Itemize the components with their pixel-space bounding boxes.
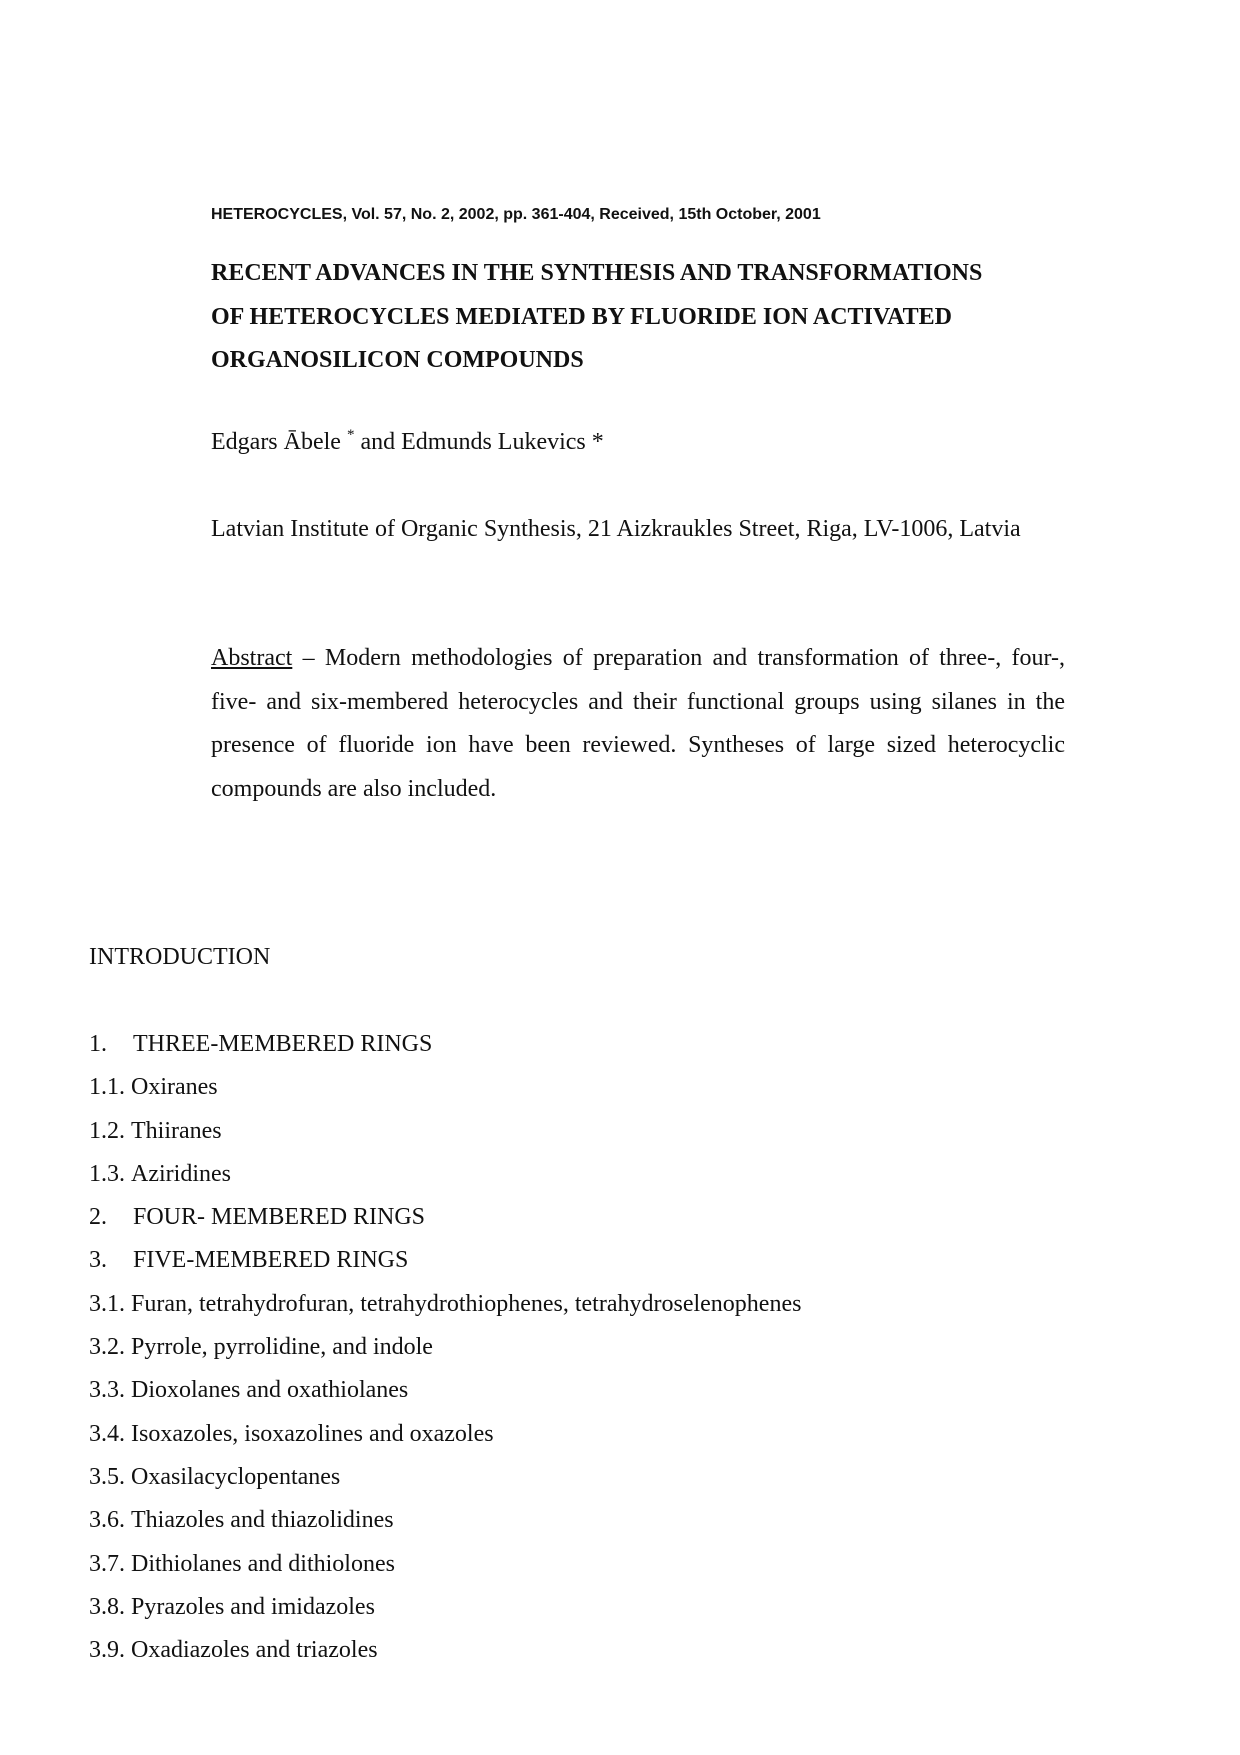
author-name: Edgars Ābele [211,429,341,455]
toc-entry-label: Oxadiazoles and triazoles [131,1637,378,1664]
affiliation: Latvian Institute of Organic Synthesis, 21 Aizkraukles Street, Riga, LV-1006, Latvia [211,516,1021,542]
title-line: OF HETEROCYCLES MEDIATED BY FLUORIDE ION ACTIVATED [211,303,953,330]
toc-entry [89,1026,801,1069]
abstract [211,637,1065,811]
toc-entry-number: 3.4. [89,1420,125,1447]
toc-entry [89,1286,801,1329]
toc-entry-label: Pyrrole, pyrrolidine, and indole [131,1334,433,1361]
journal-citation: HETEROCYCLES, Vol. 57, No. 2, 2002, pp. 361-404, Received, 15th October, 2001 [211,206,821,223]
author-connector: and [354,429,402,455]
toc-entry-label: Oxasilacyclopentanes [131,1463,341,1490]
title-line: RECENT ADVANCES IN THE SYNTHESIS AND TRANSFORMATIONS [211,260,983,286]
toc-entry [89,1589,801,1632]
toc-entry [89,1502,801,1545]
toc-entry-number: 3.2. [89,1334,125,1361]
toc-entry-label: Aziridines [131,1160,231,1187]
author-name: Edmunds Lukevics * [401,429,604,455]
article-title [211,252,1071,383]
toc-entry-number: 1.3. [89,1160,125,1187]
toc-entry-number: 3.9. [89,1637,125,1664]
toc-entry [89,1156,801,1199]
toc-entry-number: 1.2. [89,1117,125,1144]
table-of-contents [89,1026,801,1675]
toc-entry [89,1113,801,1156]
toc-entry-label: Furan, tetrahydrofuran, tetrahydrothiophenes, tetrahydroselenophenes [131,1290,802,1317]
toc-entry-label: Isoxazoles, isoxazolines and oxazoles [131,1420,494,1447]
toc-entry-label: FOUR- MEMBERED RINGS [133,1204,426,1231]
toc-entry-label: Thiazoles and thiazolidines [131,1507,394,1534]
toc-entry-label: Dioxolanes and oxathiolanes [131,1377,409,1404]
toc-entry-label: FIVE-MEMBERED RINGS [133,1247,409,1274]
toc-entry [89,1546,801,1589]
toc-entry [89,1199,801,1242]
toc-entry [89,1632,801,1675]
toc-entry-label: Dithiolanes and dithiolones [131,1550,395,1577]
introduction-heading: INTRODUCTION [89,944,271,970]
toc-entry-number: 2. [89,1204,107,1231]
toc-entry-number: 3. [89,1247,107,1274]
abstract-label: Abstract [211,645,293,671]
toc-entry-number: 3.7. [89,1550,125,1577]
toc-entry [89,1459,801,1502]
toc-entry-label: THREE-MEMBERED RINGS [133,1031,433,1057]
toc-entry-number: 3.1. [89,1290,125,1317]
toc-entry [89,1372,801,1415]
corresponding-mark: * [346,427,355,443]
toc-entry-label: Pyrazoles and imidazoles [131,1593,375,1620]
toc-entry-number: 3.5. [89,1463,125,1490]
toc-entry-number: 1.1. [89,1074,125,1101]
title-line: ORGANOSILICON COMPOUNDS [211,347,584,373]
toc-entry-label: Oxiranes [131,1074,218,1101]
toc-entry-number: 3.3. [89,1377,125,1404]
toc-entry [89,1069,801,1112]
author-list [211,424,604,460]
toc-entry-number: 1. [89,1031,107,1057]
abstract-text: – Modern methodologies of preparation and transformation of three-, four-, five- and six-membered heterocycles and their functional groups using silanes in the presence of fluoride ion have been reviewed. Syntheses of large sized heterocyclic compounds are also included. [211,645,1065,802]
toc-entry-number: 3.8. [89,1593,125,1620]
toc-entry [89,1242,801,1285]
toc-entry-label: Thiiranes [131,1117,222,1144]
toc-entry [89,1329,801,1372]
toc-entry-number: 3.6. [89,1507,125,1534]
toc-entry [89,1416,801,1459]
